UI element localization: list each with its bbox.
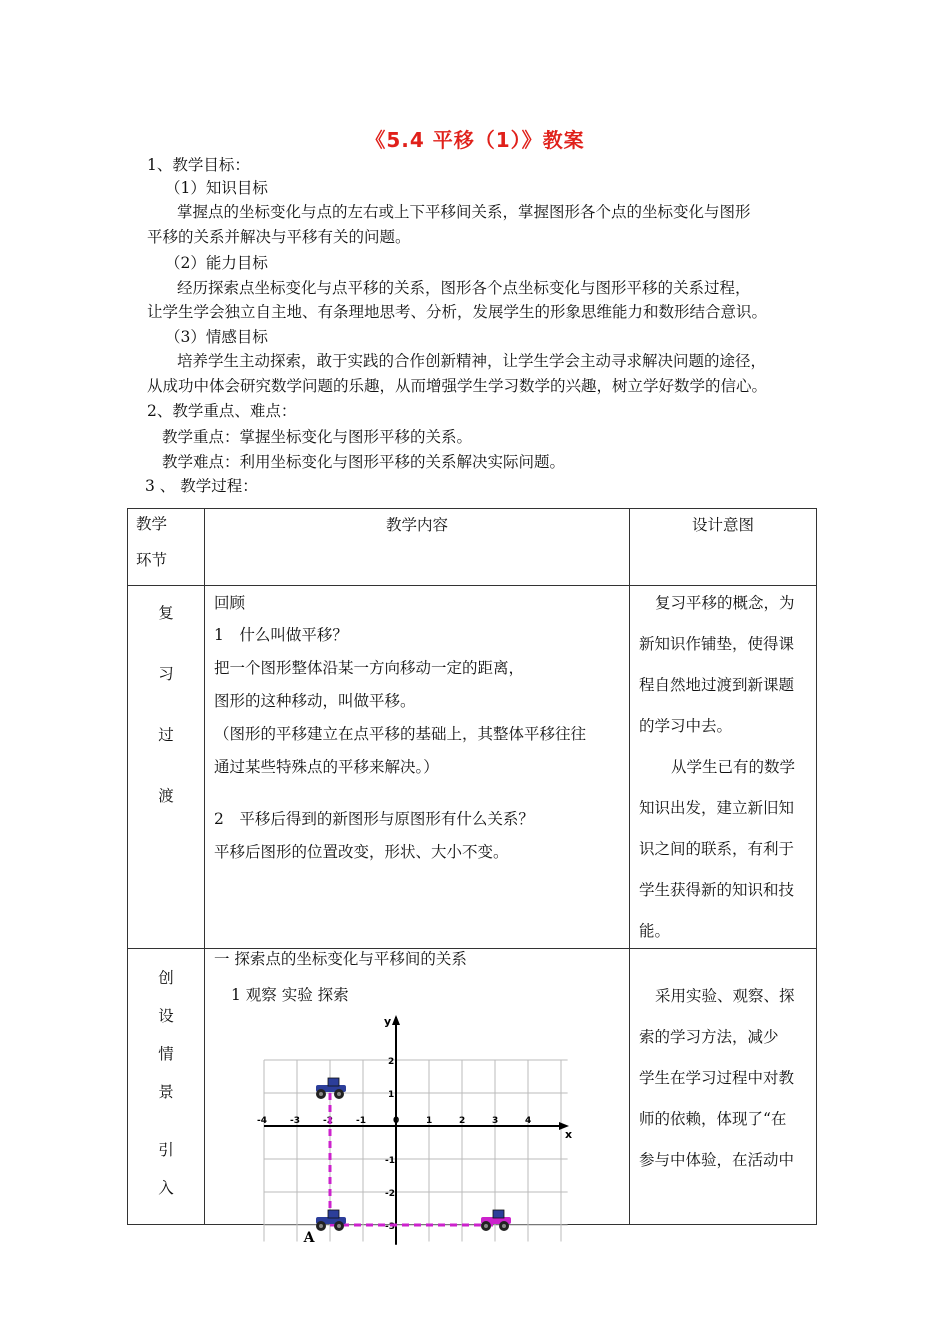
x-tick-label: -2	[323, 1116, 333, 1126]
y-tick-label: -3	[385, 1222, 395, 1232]
x-tick-label: 4	[525, 1116, 532, 1126]
difficulty-point: 教学难点：利用坐标变化与图形平移的关系解决实际问题。	[162, 453, 566, 471]
content-intro-line-2: 1 观察 实验 探索	[231, 986, 349, 1004]
tractor-cab	[328, 1210, 339, 1218]
x-tick-label: -1	[356, 1116, 366, 1126]
y-axis-label: y	[384, 1015, 392, 1028]
table-row	[128, 586, 817, 949]
stage-review: 复 习 过 渡	[128, 586, 205, 949]
y-tick-label: -2	[385, 1189, 395, 1199]
lesson-table	[127, 508, 817, 1246]
y-axis-arrow	[392, 1015, 400, 1025]
tractor-hub	[337, 1224, 341, 1228]
point-a-label: A	[303, 1230, 315, 1246]
page-title: 《5.4 平移（1）》教案	[365, 128, 585, 152]
knowledge-text-2: 平移的关系并解决与平移有关的问题。	[147, 228, 411, 246]
tractor-hub	[484, 1224, 488, 1228]
content-intro	[205, 949, 630, 1246]
ability-text-2: 让学生学会独立自主地、有条理地思考、分析，发展学生的形象思维能力和数形结合意识。	[147, 303, 768, 321]
stage-intro: 创 设 情 景 引 入	[128, 949, 205, 1225]
content-intro-line-1: 一 探索点的坐标变化与平移间的关系	[214, 950, 467, 968]
intent-review: 复习平移的概念，为 新知识作铺垫，使得课 程自然地过渡到新课题 的学习中去。 从学生已有的数学 知识出发，建立新旧知 识之间的联系，有利于 学生获得新的知识和技 能。	[630, 586, 817, 949]
keypoints-heading: 2、教学重点、难点：	[147, 402, 297, 420]
table-row	[128, 949, 817, 1225]
x-axis-label: x	[565, 1128, 573, 1141]
x-tick-label: -4	[257, 1116, 267, 1126]
tractor-hub	[319, 1224, 323, 1228]
x-tick-label: 1	[426, 1116, 433, 1126]
y-tick-label: -1	[385, 1156, 395, 1166]
content-review: 回顾 1 什么叫做平移？ 把一个图形整体沿某一方向移动一定的距离， 图形的这种移动，叫做平移。 （图形的平移建立在点平移的基础上，其整体平移往往 通过某些特殊点的平移来解决。） 2 平移后得到的新图形与原图形有什么关系？ 平移后图形的位置改变，形状、大小不变。	[205, 586, 630, 949]
header-intent: 设计意图	[630, 509, 817, 586]
header-stage: 教学 环节	[128, 509, 205, 586]
x-tick-label: 3	[492, 1116, 499, 1126]
emotion-text-1: 培养学生主动探索，敢于实践的合作创新精神，让学生学会主动寻求解决问题的途径，	[177, 352, 767, 370]
coordinate-graph	[257, 1015, 587, 1246]
ability-text-1: 经历探索点坐标变化与点平移的关系，图形各个点坐标变化与图形平移的关系过程，	[177, 279, 751, 297]
tractor-hub	[337, 1092, 341, 1096]
tractor-cab	[493, 1210, 504, 1218]
x-tick-label: -3	[290, 1116, 300, 1126]
knowledge-text-1: 掌握点的坐标变化与点的左右或上下平移间关系，掌握图形各个点的坐标变化与图形	[177, 203, 751, 221]
knowledge-label: （1）知识目标	[165, 179, 268, 197]
header-content: 教学内容	[205, 509, 630, 586]
objectives-heading: 1、教学目标：	[147, 156, 250, 174]
process-heading: 3 、 教学过程：	[145, 477, 258, 495]
tractor-cab	[328, 1078, 339, 1086]
tractor-hub	[502, 1224, 506, 1228]
key-point: 教学重点：掌握坐标变化与图形平移的关系。	[162, 428, 473, 446]
y-tick-label: 2	[388, 1057, 395, 1067]
x-tick-label: 0	[393, 1116, 400, 1126]
ability-label: （2）能力目标	[165, 254, 268, 272]
table-header-row	[128, 509, 817, 586]
intent-intro: 采用实验、观察、探 索的学习方法，减少 学生在学习过程中对教 师的依赖，体现了“在 参与中体验，在活动中	[630, 949, 817, 1225]
emotion-label: （3）情感目标	[165, 328, 268, 346]
emotion-text-2: 从成功中体会研究数学问题的乐趣，从而增强学生学习数学的兴趣，树立学好数学的信心。	[147, 377, 768, 395]
y-tick-label: 1	[388, 1090, 395, 1100]
tractor-hub	[319, 1092, 323, 1096]
x-tick-label: 2	[459, 1116, 466, 1126]
